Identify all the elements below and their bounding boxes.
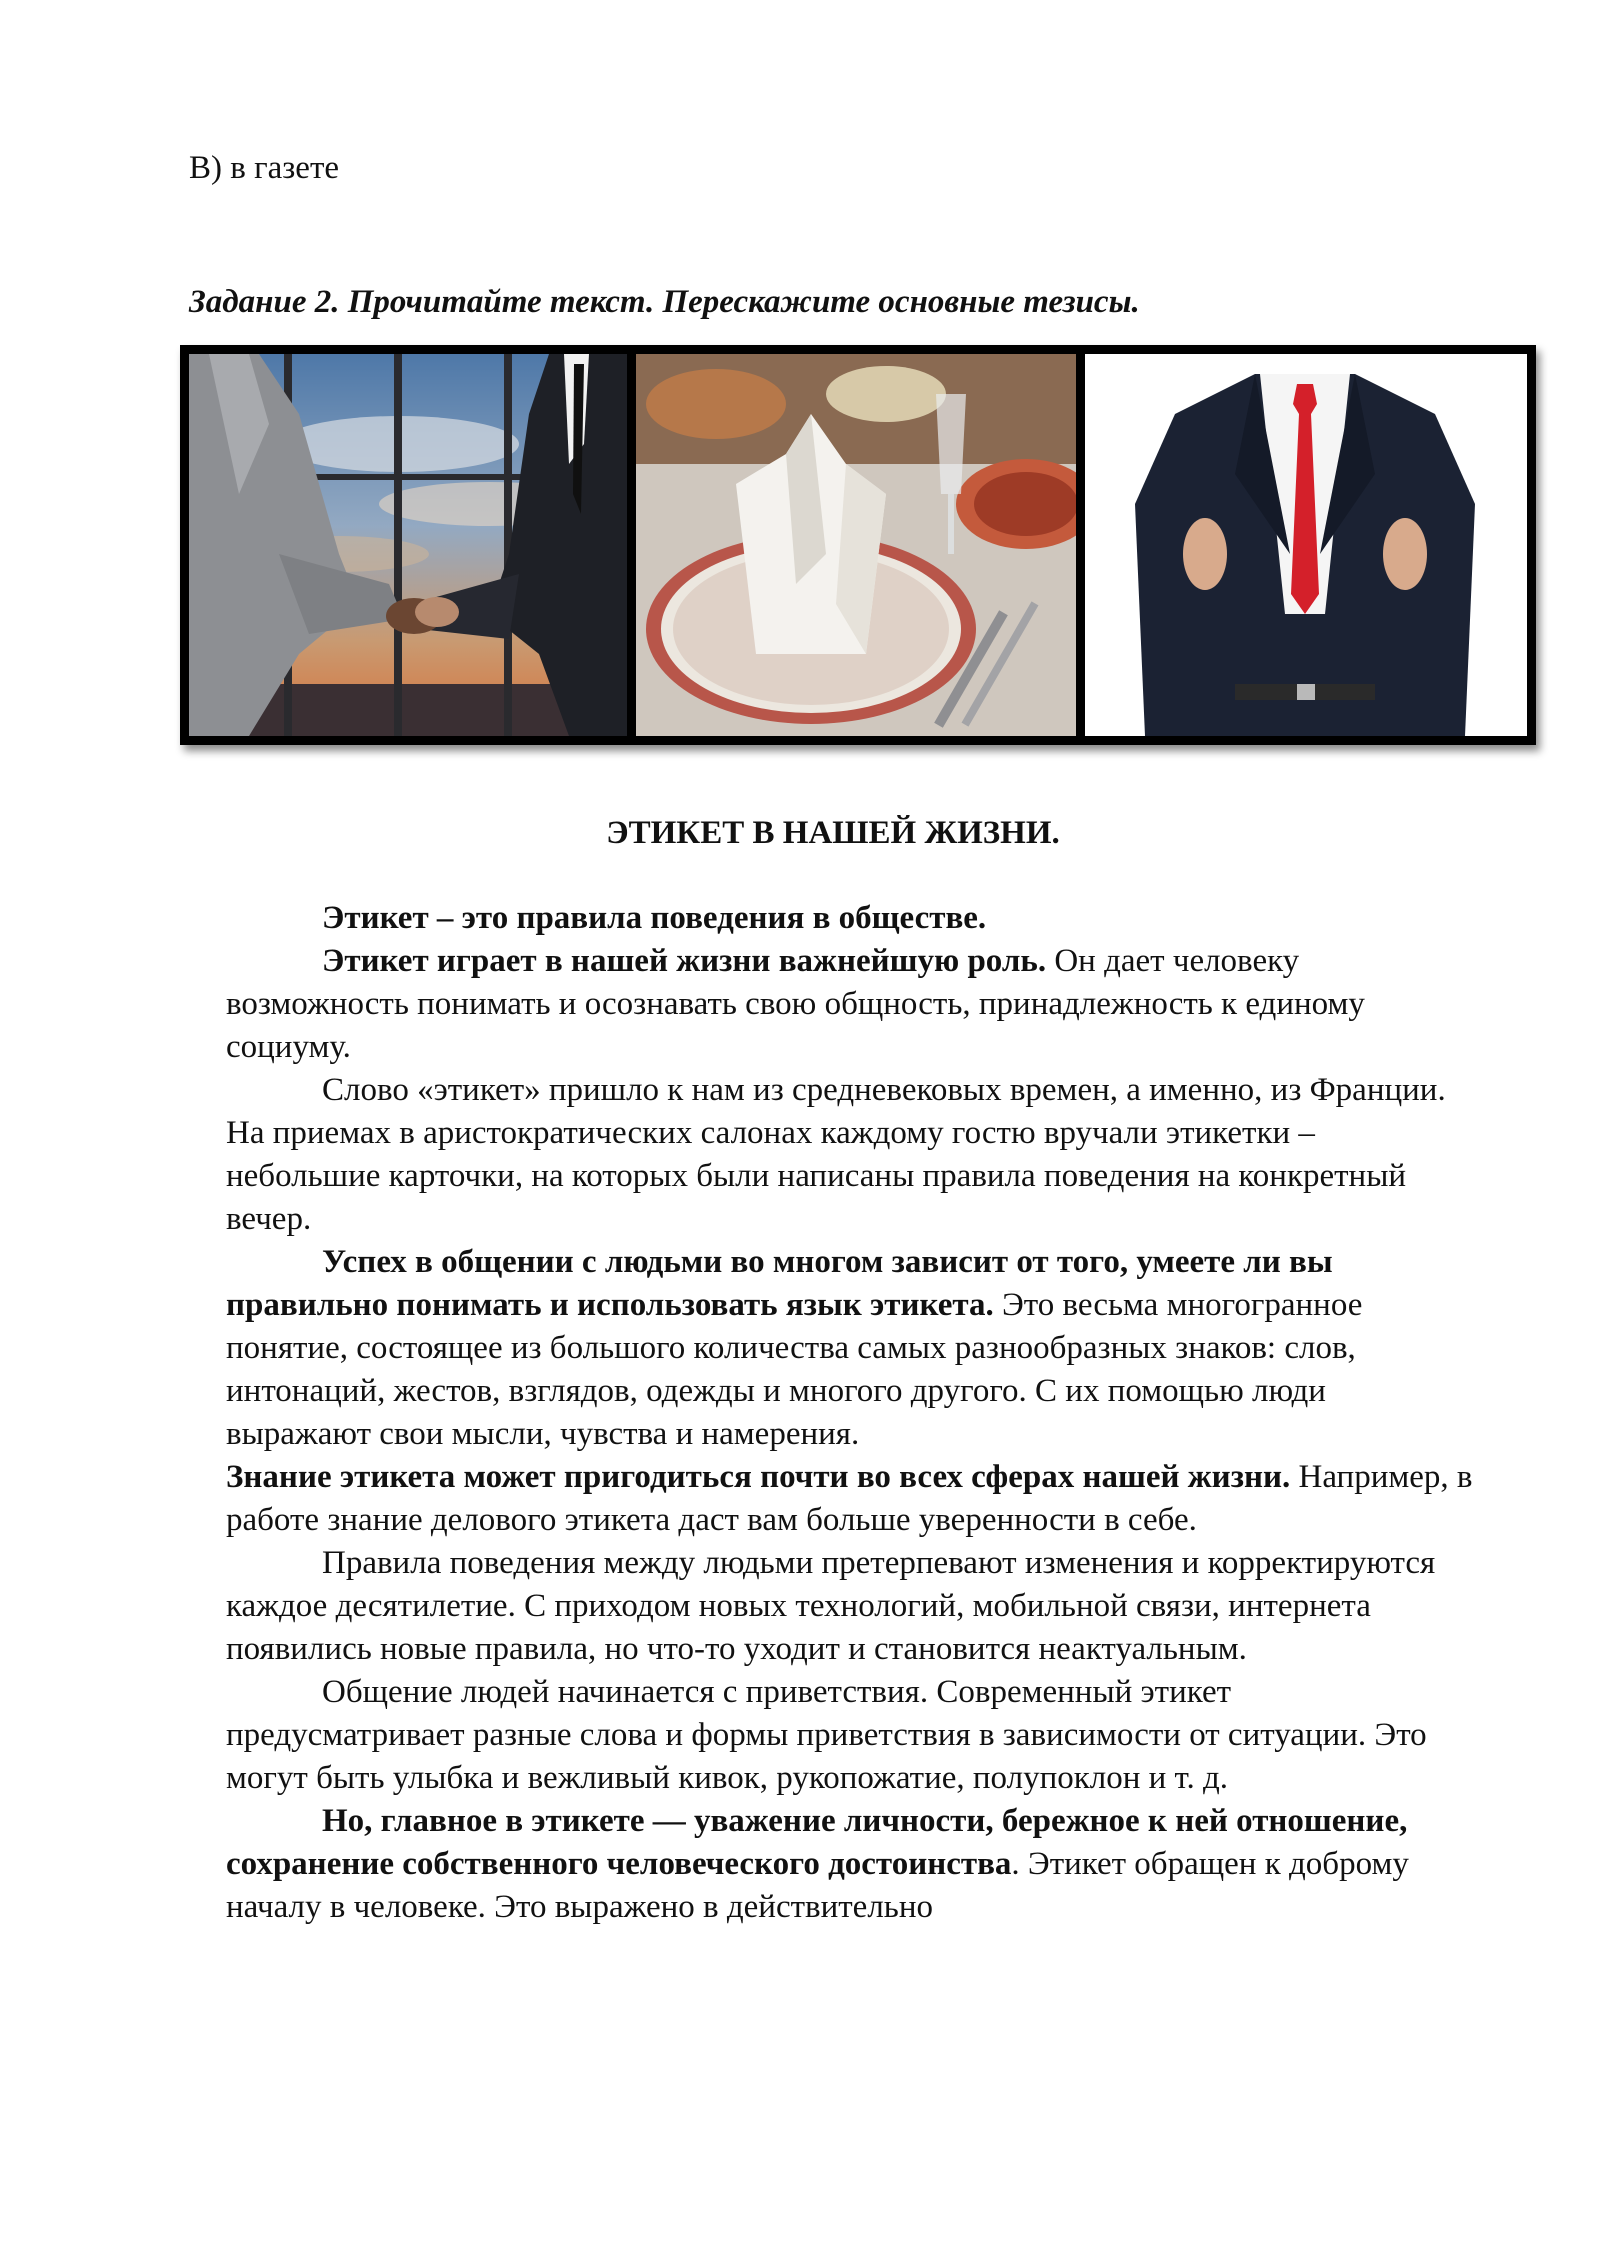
article-body [226,897,1476,1929]
paragraph-knowledge [226,1456,1476,1542]
changes-text: Правила поведения между людьми претерпевают изменения и корректируются каждое десятилетие. С приходом новых технологий, мобильной связи, интернета появились новые правила, но что-то уходит и становится неактуальным. [226,1545,1436,1667]
photo-strip [180,345,1536,745]
respect-bold: Но, главное в этикете — уважение личности, бережное к ней отношение, сохранение собственного человеческого достоинства [226,1803,1408,1882]
paragraph-origin [226,1069,1476,1241]
knowledge-text: Например, в работе знание делового этикета даст вам больше уверенности в себе. [226,1459,1473,1538]
paragraph-changes [226,1542,1476,1671]
paragraph-greeting [226,1671,1476,1800]
knowledge-bold: Знание этикета может пригодиться почти во всех сферах нашей жизни. [226,1459,1291,1495]
article-title: ЭТИКЕТ В НАШЕЙ ЖИЗНИ. [606,815,1060,851]
paragraph-definition [226,897,1476,940]
task-heading: Задание 2. Прочитайте текст. Перескажите основные тезисы. [189,284,1140,320]
businessman-suit-photo [1085,354,1527,736]
table-setting-photo [636,354,1076,736]
handshake-photo [189,354,627,736]
respect-text: . Этикет обращен к доброму началу в человеке. Это выражено в действительно [226,1846,1409,1925]
paragraph-success [226,1241,1476,1456]
role-bold: Этикет играет в нашей жизни важнейшую роль. [322,943,1047,979]
definition-bold: Этикет – это правила поведения в обществе. [322,900,987,936]
origin-text: Слово «этикет» пришло к нам из средневековых времен, а именно, из Франции. На приемах в аристократических салонах каждому гостю вручали этикетки – небольшие карточки, на которых были написаны правила поведения на конкретный вечер. [226,1072,1446,1237]
success-bold: Успех в общении с людьми во многом зависит от того, умеете ли вы правильно понимать и использовать язык этикета. [226,1244,1333,1323]
paragraph-respect [226,1800,1476,1929]
greeting-text: Общение людей начинается с приветствия. Современный этикет предусматривает разные слова и формы приветствия в зависимости от ситуации. Это могут быть улыбка и вежливый кивок, рукопожатие, полупоклон и т. д. [226,1674,1427,1796]
answer-option: В) в газете [189,150,340,186]
paragraph-role [226,940,1476,1069]
role-text: Он дает человеку возможность понимать и осознавать свою общность, принадлежность к единому социуму. [226,943,1365,1065]
success-text: Это весьма многогранное понятие, состоящее из большого количества самых разнообразных знаков: слов, интонаций, жестов, взглядов, одежды и многого другого. С их помощью люди выражают свои мысли, чувства и намерения. [226,1287,1363,1452]
